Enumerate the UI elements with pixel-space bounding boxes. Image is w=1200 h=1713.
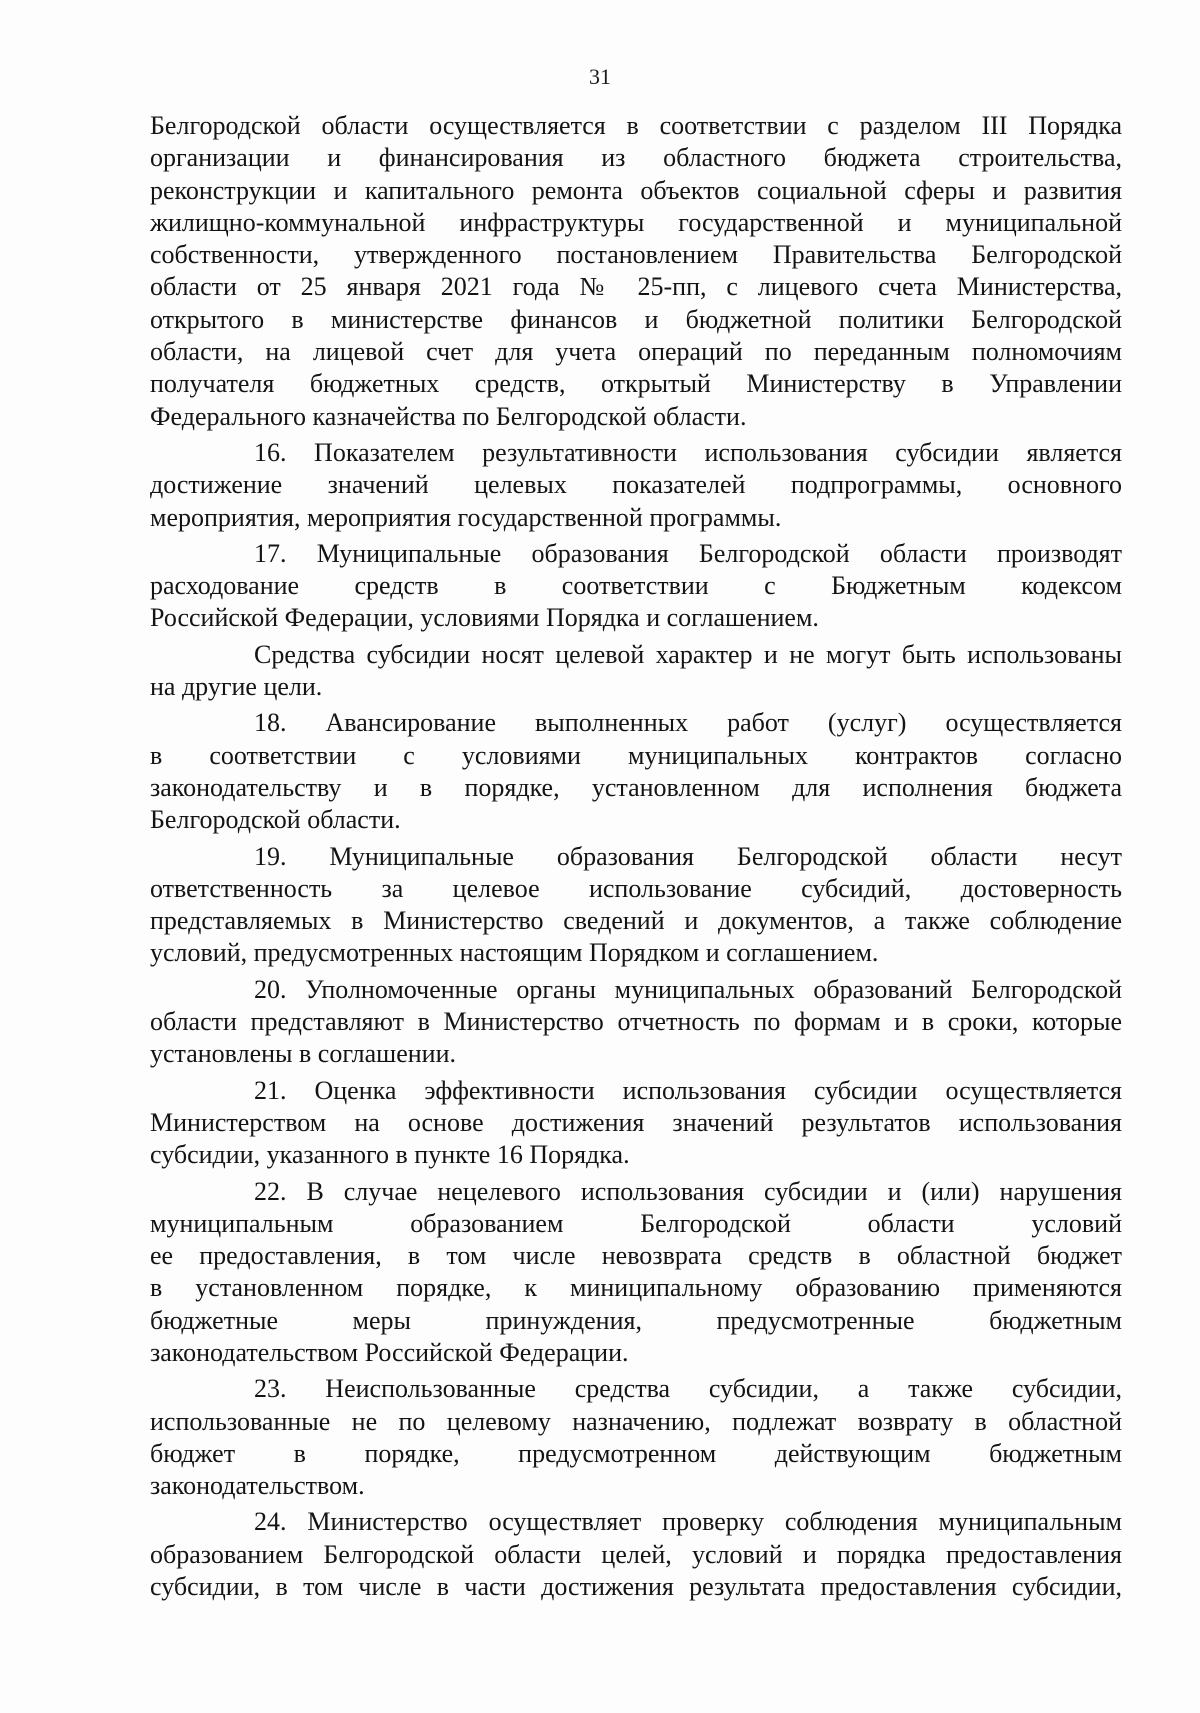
text-line: в установленном порядке, к миниципальному образованию применяются <box>150 1273 1122 1303</box>
text-line: Средства субсидии носят целевой характер и не могут быть использованы <box>254 639 1122 669</box>
text-line: Министерством на основе достижения значений результатов использования <box>150 1107 1122 1137</box>
text-line: достижение значений целевых показателей подпрограммы, основного <box>150 470 1122 500</box>
text-line: организации и финансирования из областного бюджета строительства, <box>150 143 1122 173</box>
text-line: расходование средств в соответствии с Бюджетным кодексом <box>150 571 1122 601</box>
text-line: бюджетные меры принуждения, предусмотренные бюджетным <box>150 1305 1122 1335</box>
text-line: законодательством. <box>150 1471 365 1501</box>
text-line: в соответствии с условиями муниципальных контрактов согласно <box>150 740 1122 770</box>
text-line: на другие цели. <box>150 672 323 702</box>
text-line: Белгородской области. <box>150 805 401 835</box>
text-line: мероприятия, мероприятия государственной программы. <box>150 502 782 532</box>
text-line: ее предоставления, в том числе невозврата средств в областной бюджет <box>150 1241 1122 1271</box>
text-line: 21. Оценка эффективности использования субсидии осуществляется <box>254 1075 1122 1105</box>
text-line: законодательством Российской Федерации. <box>150 1337 629 1367</box>
text-line: образованием Белгородской области целей, условий и порядка предоставления <box>150 1539 1122 1569</box>
text-line: Белгородской области осуществляется в соответствии с разделом III Порядка <box>150 111 1122 140</box>
text-line: области, на лицевой счет для учета операций по переданным полномочиям <box>150 337 1122 367</box>
text-line: установлены в соглашении. <box>150 1039 456 1069</box>
text-line: жилищно-коммунальной инфраструктуры государственной и муниципальной <box>150 207 1122 237</box>
text-line: реконструкции и капитального ремонта объектов социальной сферы и развития <box>150 175 1122 205</box>
text-line: области от 25 января 2021 года № 25-пп, с лицевого счета Министерства, <box>150 272 1122 302</box>
text-line: законодательству и в порядке, установленном для исполнения бюджета <box>150 772 1122 802</box>
text-line: Российской Федерации, условиями Порядка и соглашением. <box>150 603 819 633</box>
text-line: субсидии, указанного в пункте 16 Порядка. <box>150 1140 630 1170</box>
text-line: бюджет в порядке, предусмотренном действующим бюджетным <box>150 1438 1122 1468</box>
text-line: 23. Неиспользованные средства субсидии, а также субсидии, <box>254 1374 1122 1404</box>
document-body <box>150 110 1122 1603</box>
text-line: 22. В случае нецелевого использования субсидии и (или) нарушения <box>254 1176 1122 1206</box>
text-line: 20. Уполномоченные органы муниципальных образований Белгородской <box>254 974 1122 1004</box>
text-line: субсидии, в том числе в части достижения результата предоставления субсидии, <box>150 1572 1122 1602</box>
text-line: Федерального казначейства по Белгородской области. <box>150 401 747 431</box>
page-number: 31 <box>589 64 611 89</box>
text-line: открытого в министерстве финансов и бюджетной политики Белгородской <box>150 304 1122 334</box>
text-line: муниципальным образованием Белгородской области условий <box>150 1208 1122 1238</box>
text-line: представляемых в Министерство сведений и документов, а также соблюдение <box>150 906 1122 936</box>
text-line: 19. Муниципальные образования Белгородской области несут <box>254 841 1122 871</box>
text-line: 24. Министерство осуществляет проверку соблюдения муниципальным <box>254 1507 1122 1537</box>
text-line: 17. Муниципальные образования Белгородской области производят <box>254 538 1122 568</box>
text-line: получателя бюджетных средств, открытый Министерству в Управлении <box>150 369 1122 399</box>
text-line: 18. Авансирование выполненных работ (услуг) осуществляется <box>254 708 1122 738</box>
text-line: 16. Показателем результативности использования субсидии является <box>254 437 1122 467</box>
text-line: области представляют в Министерство отчетность по формам и в сроки, которые <box>150 1007 1122 1037</box>
text-line: использованные не по целевому назначению, подлежат возврату в областной <box>150 1406 1122 1436</box>
text-line: ответственность за целевое использование субсидий, достоверность <box>150 873 1122 903</box>
text-line: условий, предусмотренных настоящим Порядком и соглашением. <box>150 938 879 968</box>
text-line: собственности, утвержденного постановлением Правительства Белгородской <box>150 240 1122 270</box>
